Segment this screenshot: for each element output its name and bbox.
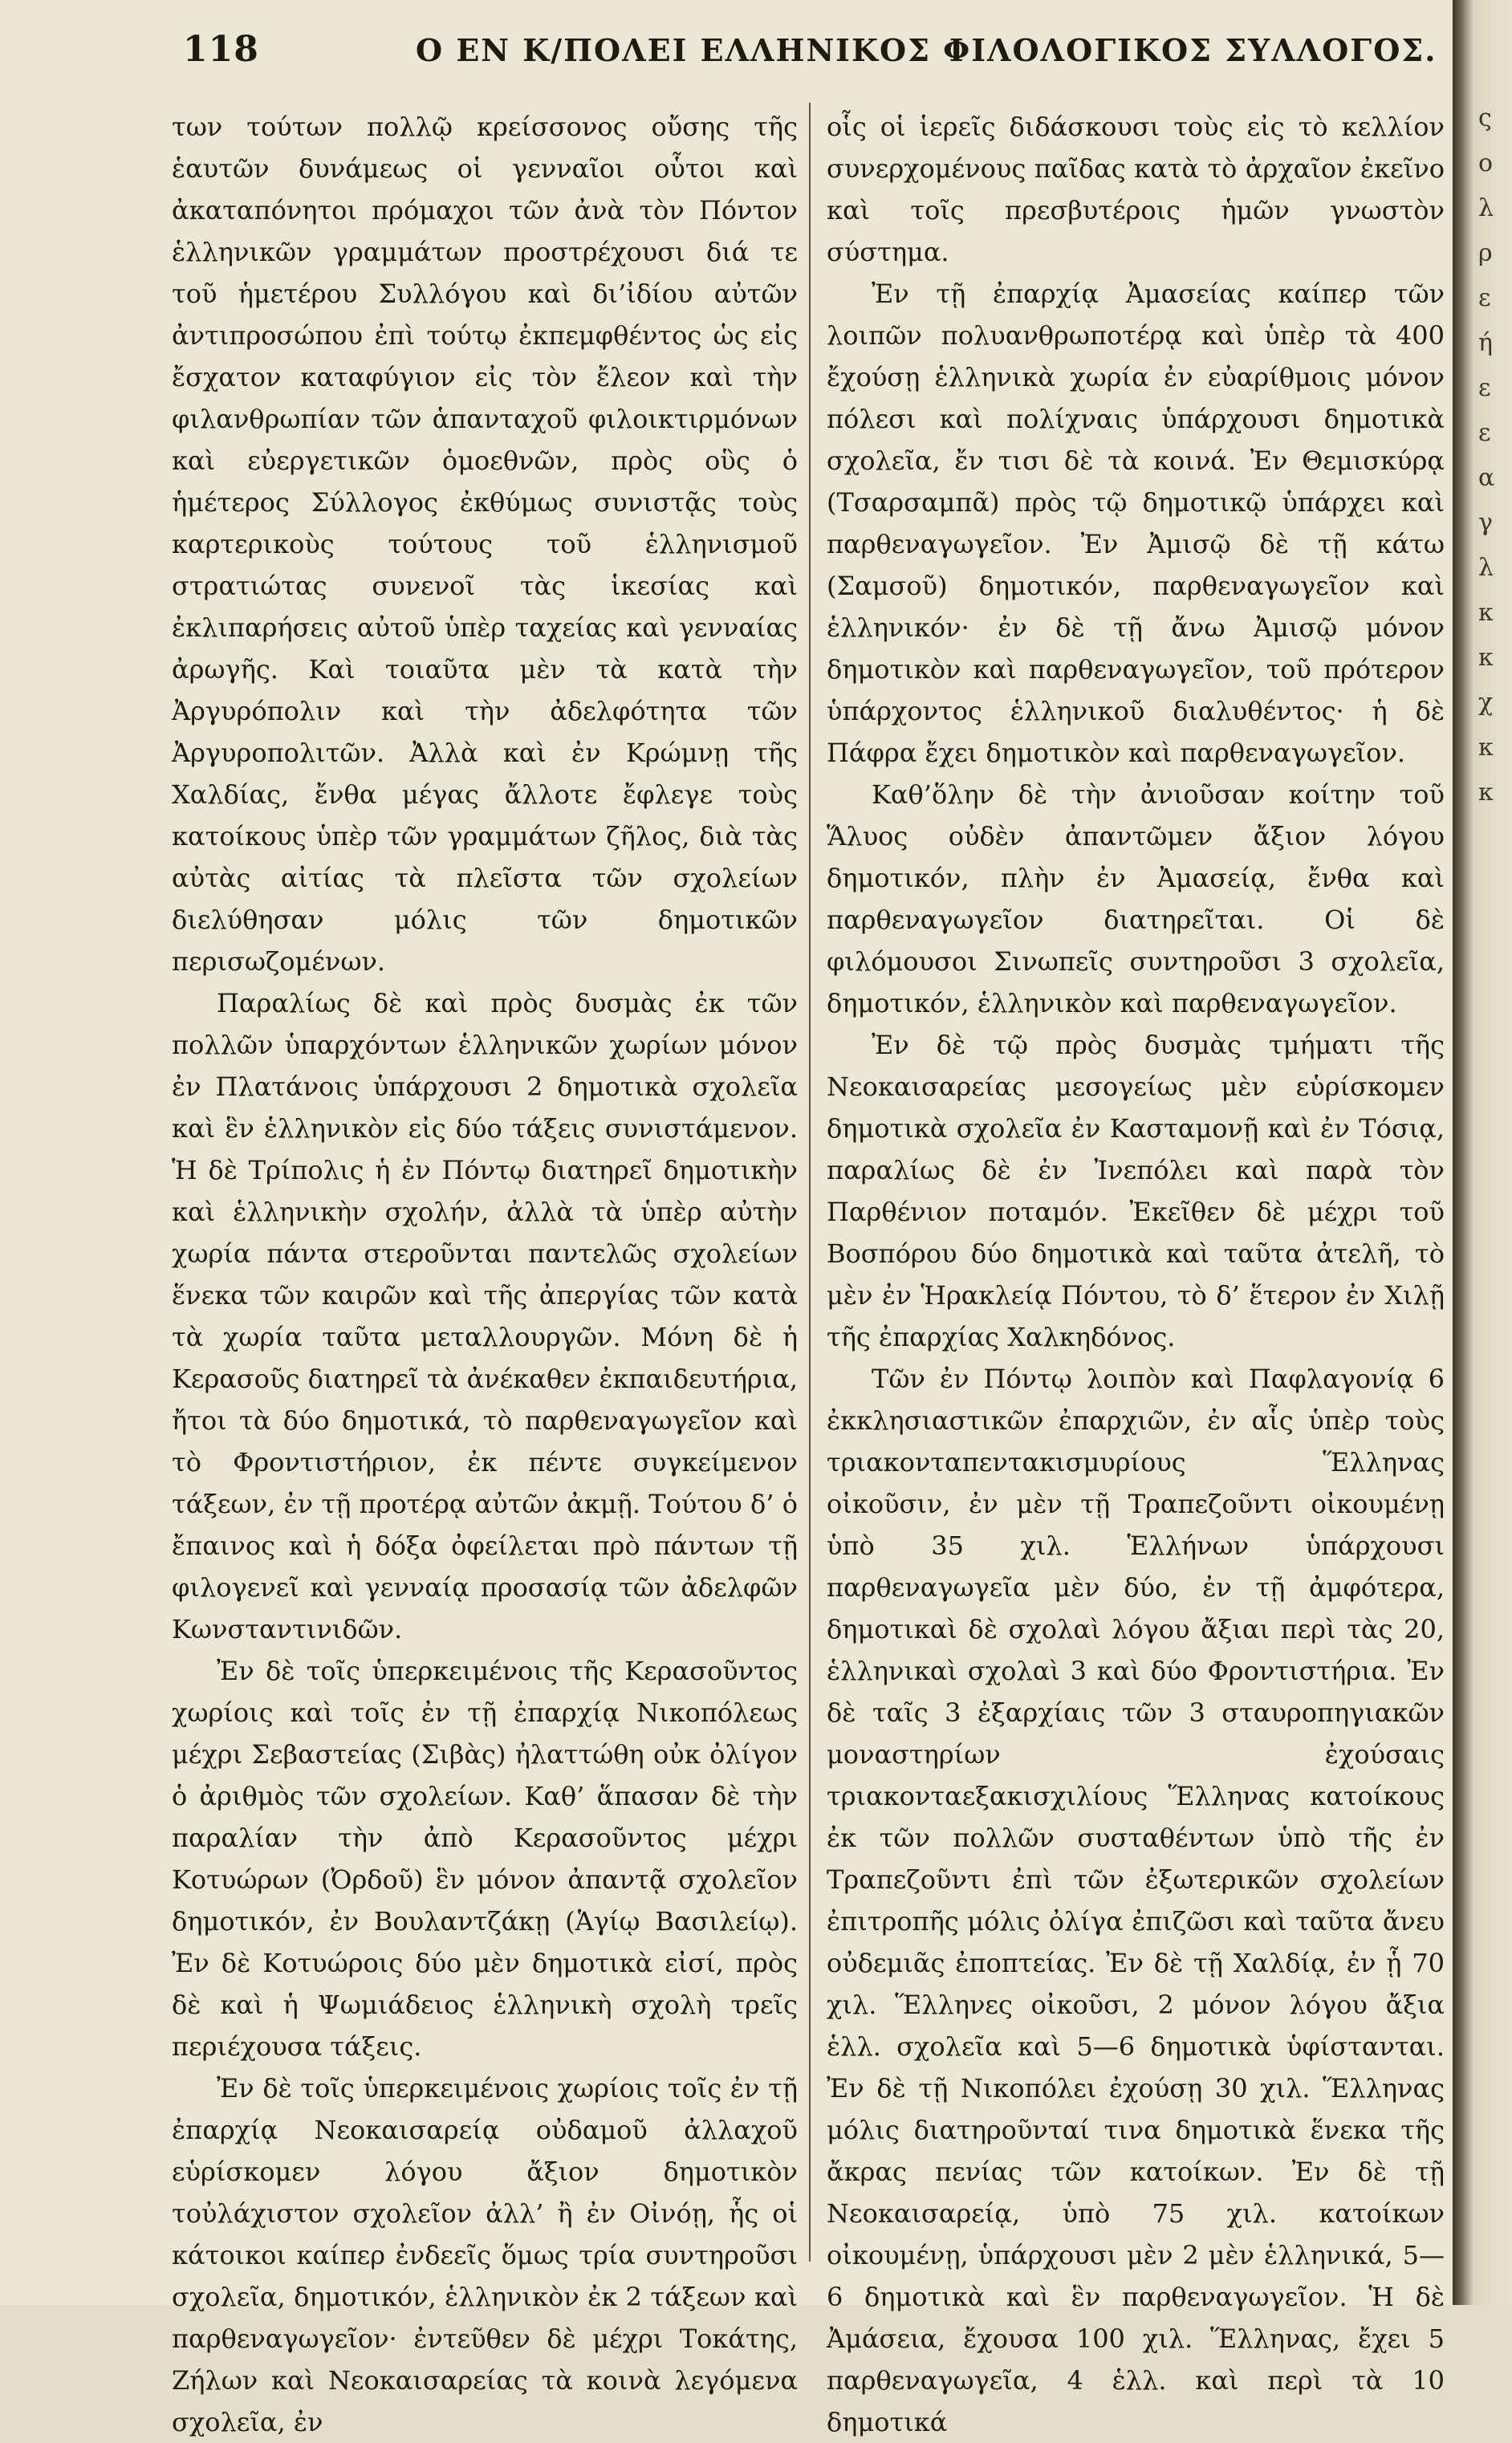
paragraph: Τῶν ἐν Πόντῳ λοιπὸν καὶ Παφλαγονίᾳ 6 ἐκκλησιαστικῶν ἐπαρχιῶν, ἐν αἷς ὑπὲρ τοὺς τριακονταπεντακισμυρίους Ἕλληνας οἰκοῦσιν, ἐν μὲν τῇ Τραπεζοῦντι οἰκουμένῃ ὑπὸ 35 χιλ. Ἑλλήνων ὑπάρχουσι παρθεναγωγεῖα μὲν δύο, ἐν τῇ ἀμφότερα, δημοτικαὶ δὲ σχολαὶ λόγου ἄξιαι περὶ τὰς 20, ἑλληνικαὶ σχολαὶ 3 καὶ δύο Φροντιστήρια. Ἐν δὲ ταῖς 3 ἐξαρχίαις τῶν 3 σταυροπηγιακῶν μοναστηρίων ἐχούσαις τριακονταεξακισχιλίους Ἕλληνας κατοίκους ἐκ τῶν πολλῶν συσταθέντων ὑπὸ τῆς ἐν Τραπεζοῦντι ἐπὶ τῶν ἐξωτερικῶν σχολείων ἐπιτροπῆς μόλις ὀλίγα ἐπιζῶσι καὶ ταῦτα ἄνευ οὐδεμιᾶς ἐποπτείας. Ἐν δὲ τῇ Χαλδίᾳ, ἐν ᾗ 70 χιλ. Ἕλληνες οἰκοῦσι, 2 μόνον λόγου ἄξια ἑλλ. σχολεῖα καὶ 5—6 δημοτικὰ ὑφίστανται. Ἐν δὲ τῇ Νικοπόλει ἐχούσῃ 30 χιλ. Ἕλληνας μόλις διατηροῦνταί τινα δημοτικὰ ἕνεκα τῆς ἄκρας πενίας τῶν κατοίκων. Ἐν δὲ τῇ Νεοκαισαρείᾳ, ὑπὸ 75 χιλ. κατοίκων οἰκουμένῃ, ὑπάρχουσι μὲν 2 μὲν ἑλληνικά, 5—6 δημοτικὰ καὶ ἓν παρθεναγωγεῖον. Ἡ δὲ Ἀμάσεια, ἔχουσα 100 χιλ. Ἕλληνας, ἔχει 5 παρθεναγωγεῖα, 4 ἑλλ. καὶ περὶ τὰ 10 δημοτικά [827, 1364, 1445, 2437]
running-head [183, 29, 1443, 77]
left-column [172, 106, 798, 2437]
column-divider [809, 103, 811, 2262]
edge-letter: ε [1478, 284, 1491, 312]
edge-letter: κ [1478, 734, 1494, 762]
running-title: Ο ΕΝ Κ/ΠΟΛΕΙ ΕΛΛΗΝΙΚΟΣ ΦΙΛΟΛΟΓΙΚΟΣ ΣΥΛΛΟΓΟΣ. [416, 32, 1437, 68]
edge-letter: χ [1478, 689, 1494, 717]
edge-letter: κ [1478, 644, 1494, 672]
edge-letter: α [1478, 464, 1495, 492]
edge-letter: κ [1478, 778, 1494, 807]
edge-letter: λ [1478, 194, 1494, 222]
paragraph: Ἐν δὲ τῷ πρὸς δυσμὰς τμήματι τῆς Νεοκαισαρείας μεσογείως μὲν εὑρίσκομεν δημοτικὰ σχολεῖα ἐν Κασταμονῇ καὶ ἐν Τόσιᾳ, παραλίως δὲ ἐν Ἰνεπόλει καὶ παρὰ τὸν Παρθένιον ποταμόν. Ἐκεῖθεν δὲ μέχρι τοῦ Βοσπόρου δύο δημοτικὰ καὶ ταῦτα ἀτελῆ, τὸ μὲν ἐν Ἡρακλείᾳ Πόντου, τὸ δ’ ἕτερον ἐν Χιλῇ τῆς ἐπαρχίας Χαλκηδόνος. [827, 1030, 1445, 1352]
paragraph: Ἐν τῇ ἐπαρχίᾳ Ἀμασείας καίπερ τῶν λοιπῶν πολυανθρωποτέρᾳ καὶ ὑπὲρ τὰ 400 ἔχούσῃ ἑλληνικὰ χωρία ἐν εὐαρίθμοις μόνον πόλεσι καὶ πολίχναις ὑπάρχουσι δημοτικὰ σχολεῖα, ἔν τισι δὲ τὰ κοινά. Ἐν Θεμισκύρᾳ (Τσαρσαμπᾶ) πρὸς τῷ δημοτικῷ ὑπάρχει καὶ παρθεναγωγεῖον. Ἐν Ἀμισῷ δὲ τῇ κάτω (Σαμσοῦ) δημοτικόν, παρθεναγωγεῖον καὶ ἑλληνικόν· ἐν δὲ τῇ ἄνω Ἀμισῷ μόνον δημοτικὸν καὶ παρθεναγωγεῖον, τοῦ πρότερον ὑπάρχοντος ἑλληνικοῦ διαλυθέντος· ἡ δὲ Πάφρα ἔχει δημοτικὸν καὶ παρθεναγωγεῖον. [827, 278, 1445, 768]
paragraph: των τούτων πολλῷ κρείσσονος οὔσης τῆς ἑαυτῶν δυνάμεως οἱ γενναῖοι οὗτοι καὶ ἀκαταπόνητοι πρόμαχοι τῶν ἀνὰ τὸν Πόντον ἑλληνικῶν γραμμάτων προστρέχουσι διά τε τοῦ ἡμετέρου Συλλόγου καὶ δι’ἰδίου αὐτῶν ἀντιπροσώπου ἐπὶ τούτῳ ἐκπεμφθέντος ὡς εἰς ἔσχατον καταφύγιον εἰς τὸν ἔλεον καὶ τὴν φιλανθρωπίαν τῶν ἁπανταχοῦ φιλοικτιρμόνων καὶ εὐεργετικῶν ὁμοεθνῶν, πρὸς οὓς ὁ ἡμέτερος Σύλλογος ἐκθύμως συνιστᾷς τοὺς καρτερικοὺς τούτους τοῦ ἑλληνισμοῦ στρατιώτας συνενοῖ τὰς ἱκεσίας καὶ ἐκλιπαρήσεις αὐτοῦ ὑπὲρ ταχείας καὶ γενναίας ἀρωγῆς. Καὶ τοιαῦτα μὲν τὰ κατὰ τὴν Ἀργυρόπολιν καὶ τὴν ἀδελφότητα τῶν Ἀργυροπολιτῶν. Ἀλλὰ καὶ ἐν Κρώμνῃ τῆς Χαλδίας, ἔνθα μέγας ἄλλοτε ἔφλεγε τοὺς κατοίκους ὑπὲρ τῶν γραμμάτων ζῆλος, διὰ τὰς αὐτὰς αἰτίας τὰ πλεῖστα τῶν σχολείων διελύθησαν μόλις τῶν δημοτικῶν περισωζομένων. [172, 112, 798, 977]
page-number: 118 [183, 29, 259, 70]
paragraph: Ἐν δὲ τοῖς ὑπερκειμένοις χωρίοις τοῖς ἐν τῇ ἐπαρχίᾳ Νεοκαισαρείᾳ οὐδαμοῦ ἀλλαχοῦ εὑρίσκομεν λόγου ἄξιον δημοτικὸν τοὐλάχιστον σχολεῖον ἀλλ’ ἢ ἐν Οἰνόῃ, ἧς οἱ κάτοικοι καίπερ ἐνδεεῖς ὅμως τρία συντηροῦσι σχολεῖα, δημοτικόν, ἑλληνικὸν ἐκ 2 τάξεων καὶ παρθεναγωγεῖον· ἐντεῦθεν δὲ μέχρι Τοκάτης, Ζήλων καὶ Νεοκαισαρείας τὰ κοινὰ λεγόμενα σχολεῖα, ἐν [172, 2073, 798, 2437]
edge-letter: ο [1478, 149, 1494, 177]
edge-letter: ρ [1478, 239, 1493, 267]
paragraph: οἷς οἱ ἱερεῖς διδάσκουσι τοὺς εἰς τὸ κελλίον συνερχομένους παῖδας κατὰ τὸ ἀρχαῖον ἐκεῖνο καὶ τοῖς πρεσβυτέροις ἡμῶν γνωστὸν σύστημα. [827, 112, 1445, 267]
paragraph: Καθ’ὅλην δὲ τὴν ἀνιοῦσαν κοίτην τοῦ Ἅλυος οὐδὲν ἀπαντῶμεν ἄξιον λόγου δημοτικόν, πλὴν ἐν Ἀμασείᾳ, ἔνθα καὶ παρθεναγωγεῖον διατηρεῖται. Οἱ δὲ φιλόμουσοι Σινωπεῖς συντηροῦσι 3 σχολεῖα, δημοτικόν, ἑλληνικὸν καὶ παρθεναγωγεῖον. [827, 779, 1445, 1018]
edge-letter: κ [1478, 599, 1494, 627]
right-column [827, 106, 1445, 2437]
edge-letter: ε [1478, 374, 1491, 402]
edge-letter: γ [1478, 509, 1493, 537]
edge-letter: ή [1478, 329, 1493, 357]
edge-letter: ε [1478, 419, 1491, 447]
edge-letter: λ [1478, 554, 1494, 582]
paragraph: Παραλίως δὲ καὶ πρὸς δυσμὰς ἐκ τῶν πολλῶν ὑπαρχόντων ἑλληνικῶν χωρίων μόνον ἐν Πλατάνοις ὑπάρχουσι 2 δημοτικὰ σχολεῖα καὶ ἓν ἑλληνικὸν εἰς δύο τάξεις συνιστάμενον. Ἡ δὲ Τρίπολις ἡ ἐν Πόντῳ διατηρεῖ δημοτικὴν καὶ ἑλληνικὴν σχολήν, ἀλλὰ τὰ ὑπὲρ αὐτὴν χωρία πάντα στεροῦνται παντελῶς σχολείων ἕνεκα τῶν καιρῶν καὶ τῆς ἀπεργίας τῶν κατὰ τὰ χωρία ταῦτα μεταλλουργῶν. Μόνη δὲ ἡ Κερασοῦς διατηρεῖ τὰ ἀνέκαθεν ἐκπαιδευτήρια, ἤτοι τὰ δύο δημοτικά, τὸ παρθεναγωγεῖον καὶ τὸ Φροντιστήριον, ἐκ πέντε συγκείμενον τάξεων, ἐν τῇ προτέρᾳ αὐτῶν ἀκμῇ. Τούτου δ’ ὁ ἔπαινος καὶ ἡ δόξα ὀφείλεται πρὸ πάντων τῇ φιλογενεῖ καὶ γενναίᾳ προσασίᾳ τῶν ἀδελφῶν Κωνσταντινιδῶν. [172, 988, 798, 1644]
next-page-edge [1478, 96, 1510, 1541]
paragraph: Ἐν δὲ τοῖς ὑπερκειμένοις τῆς Κερασοῦντος χωρίοις καὶ τοῖς ἐν τῇ ἐπαρχίᾳ Νικοπόλεως μέχρι Σεβαστείας (Σιβὰς) ἠλαττώθη οὐκ ὀλίγον ὁ ἀριθμὸς τῶν σχολείων. Καθ’ ἅπασαν δὲ τὴν παραλίαν τὴν ἀπὸ Κερασοῦντος μέχρι Κοτυώρων (Ὀρδοῦ) ἓν μόνον ἀπαντᾷ σχολεῖον δημοτικόν, ἐν Βουλαντζάκῃ (Ἁγίῳ Βασιλείῳ). Ἐν δὲ Κοτυώροις δύο μὲν δημοτικὰ εἰσί, πρὸς δὲ καὶ ἡ Ψωμιάδειος ἑλληνικὴ σχολὴ τρεῖς περιέχουσα τάξεις. [172, 1656, 798, 2062]
edge-letter: ς [1478, 104, 1492, 132]
